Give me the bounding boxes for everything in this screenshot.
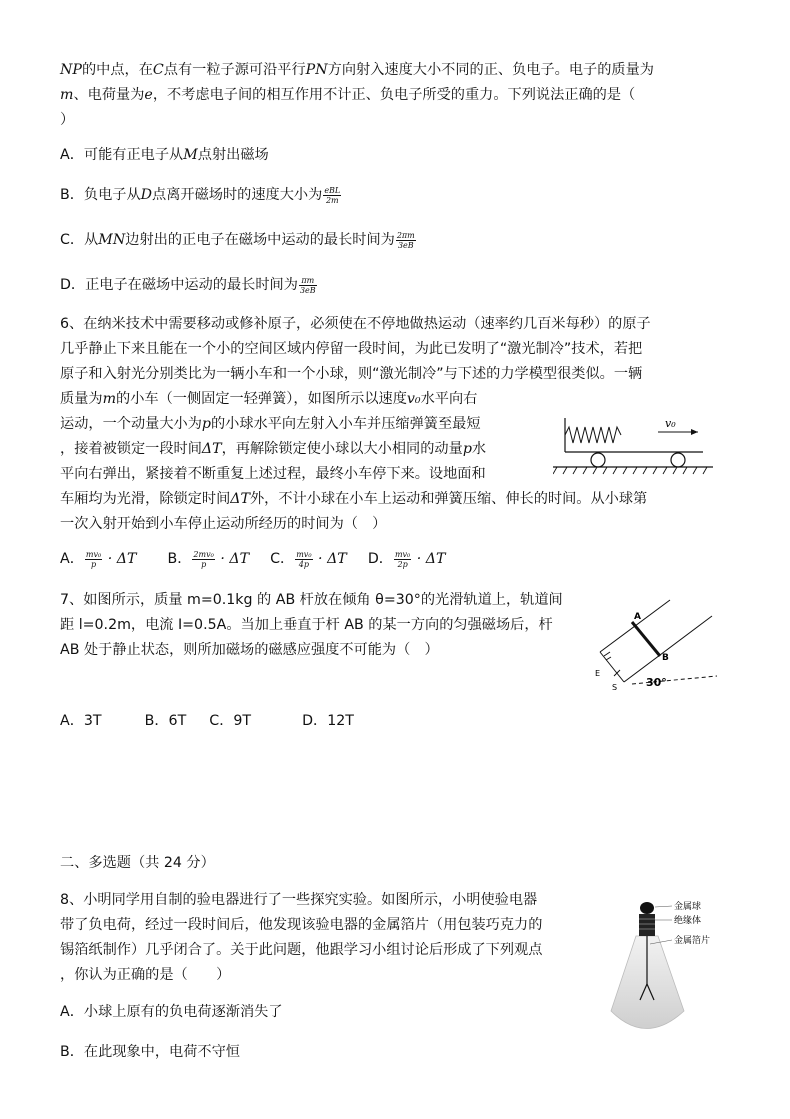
q5-stem: NP的中点，在C点有一粒子源可沿平行PN方向射入速度大小不同的正、负电子。电子的质量为 m、电荷量为e，不考虑电子间的相互作用不计正、负电子所受的重力。下列说法正确的是（ ） [60,62,654,128]
battery-icon [604,652,610,656]
q5-option-d[interactable]: D．正电子在磁场中运动的最长时间为 $\frac{\pi m}{3eB}$ [60,275,316,295]
q8-option-a[interactable]: A．小球上原有的负电荷逐渐消失了 [60,1004,283,1020]
q6-options [60,548,446,569]
svg-text:金属球: 金属球 [674,902,702,912]
q7-option-b[interactable]: B．6T [144,713,187,729]
q6-stem-top: 6、在纳米技术中需要移动或修补原子，必须使在不停地做热运动（速率约几百米每秒）的原子 几乎静止下来且能在一个小的空间区域内停留一段时间，为此已发明了“激光制冷”技术，若把 原子和入射光分别类比为一辆小车和一个小球，则“激光制冷”与下述的力学模型很类似。一辆 质量为m的小车（一侧固定一轻弹簧），如图所示以速度v₀水平向右 [60,316,651,407]
fraction: $\frac{2\pi m}{3eB}$ [396,230,415,250]
wheel-icon [671,453,685,467]
q8-option-b[interactable]: B．在此现象中，电荷不守恒 [60,1044,240,1060]
q6-stem-bottom: 车厢均为光滑，除锁定时间ΔT外，不计小球在小车上运动和弹簧压缩、伸长的时间。从小球第 一次入射开始到小车停止运动所经历的时间为（ ） [60,491,648,532]
electroscope-figure [606,896,736,1046]
svg-text:S: S [612,683,618,692]
q6-option-c[interactable]: C． $\frac{\text{mv₀}}{4p}$ · ΔT [270,549,347,569]
q8-stem: 8、小明同学用自制的验电器进行了一些探究实验。如图所示，小明使验电器 带了负电荷，经过一段时间后，他发现该验电器的金属箔片（用包装巧克力的 锡箔纸制作）几乎闭合了。关于此问题，他跟学习小组讨论后形成了下列观点 ，你认为正确的是（ ） [60,892,543,983]
svg-text:v₀: v₀ [665,417,676,430]
q5-option-a[interactable]: A．可能有正电子从M点射出磁场 [60,147,269,163]
rod-ab [632,622,660,656]
metal-ball-icon [640,902,654,914]
insulator-icon [639,914,655,936]
svg-text:金属箔片: 金属箔片 [674,936,711,946]
svg-text:A: A [634,612,641,622]
wheel-icon [591,453,605,467]
q6-option-a[interactable]: A． $\frac{\text{mv₀}}{p}$ · ΔT [60,549,137,569]
q7-stem: 7、如图所示，质量 m=0.1kg 的 AB 杆放在倾角 θ=30°的光滑轨道上，轨道间 距 l=0.2m，电流 I=0.5A。当加上垂直于杆 AB 的某一方向的匀强磁场后，杆 AB 处于静止状态，则所加磁场的磁感应强度不可能为（ ） [60,592,563,658]
q7-options [60,710,354,730]
q6-stem-mid: 运动，一个动量大小为p的小球水平向左射入小车并压缩弹簧至最短 ，接着被锁定一段时间ΔT，再解除锁定使小球以大小相同的动量p水 平向右弹出，紧接着不断重复上述过程，最终小车停下来。设地面和 [60,416,487,482]
q6-option-d[interactable]: D． $\frac{\text{mv₀}}{2p}$ · ΔT [367,549,446,569]
incline-rail-figure [592,592,722,692]
svg-text:绝缘体: 绝缘体 [674,916,702,926]
fraction: $\frac{\text{eBL}}{2m}$ [324,185,341,205]
q5-option-c[interactable]: C．从MN边射出的正电子在磁场中运动的最长时间为 $\frac{2\pi m}{3eB}$ [60,230,415,250]
fraction: $\frac{\pi m}{3eB}$ [299,275,316,295]
np-label: NP [60,62,82,78]
q7-option-a[interactable]: A．3T [60,713,102,729]
q6-option-b[interactable]: B． $\frac{\text{2mv₀}}{p}$ · ΔT [167,549,250,569]
section-title: 二、多选题（共 24 分） [60,855,215,871]
svg-text:B: B [662,653,669,663]
q7-option-d[interactable]: D．12T [302,713,354,729]
svg-text:E: E [595,669,601,678]
q5-option-b[interactable]: B．负电子从D点离开磁场时的速度大小为 $\frac{\text{eBL}}{2m}$ [60,185,341,205]
spring-icon [565,427,621,443]
q7-option-c[interactable]: C．9T [209,713,252,729]
cart-spring-figure [553,410,713,480]
svg-text:30°: 30° [646,676,667,689]
